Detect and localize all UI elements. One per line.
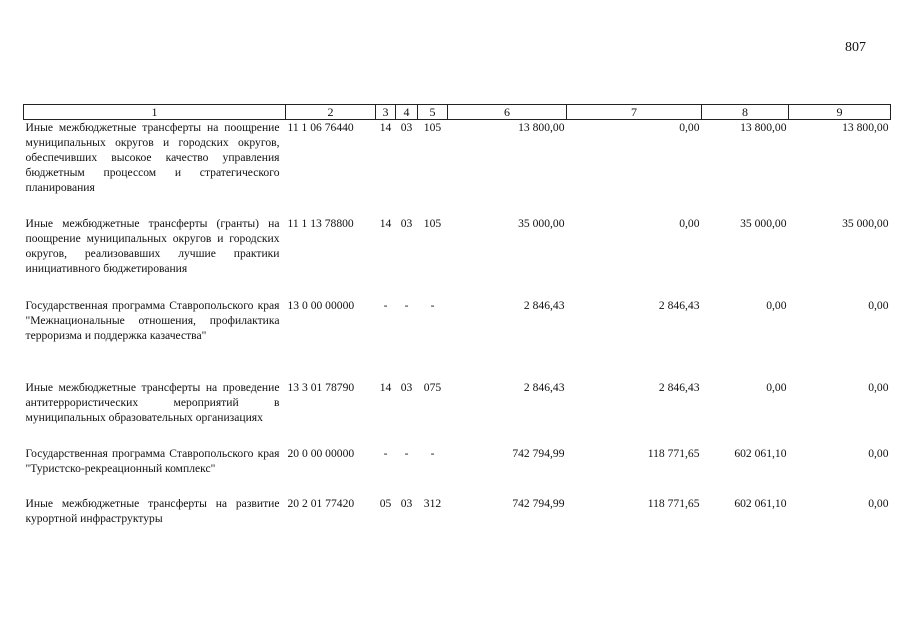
amount-col8: 35 000,00 <box>740 216 787 230</box>
amount-col7: 2 846,43 <box>658 380 700 394</box>
section-code: 14 <box>379 380 392 394</box>
amount-total: 35 000,00 <box>518 216 565 230</box>
subsection-code: 03 <box>400 380 413 394</box>
section-code: - <box>383 446 388 460</box>
expense-type-code: 105 <box>423 216 442 230</box>
column-header: 4 <box>396 105 418 120</box>
expense-name: Иные межбюджетные трансферты на поощрение муниципальных округов и городских округов, обеспечивших высокое качество управления бюджетным процессом и стратегического планирования <box>25 121 280 194</box>
target-code: 13 3 01 78790 <box>287 380 355 394</box>
amount-col7: 0,00 <box>679 216 700 230</box>
amount-col8: 0,00 <box>766 380 787 394</box>
amount-col7: 0,00 <box>679 121 700 134</box>
column-header: 6 <box>448 105 567 120</box>
page-number: 807 <box>845 40 866 55</box>
table-row <box>24 120 891 216</box>
column-header: 1 <box>24 105 286 120</box>
column-number-row <box>24 105 891 120</box>
amount-col8: 602 061,10 <box>734 496 787 510</box>
section-code: 14 <box>379 121 392 134</box>
amount-col9: 13 800,00 <box>842 121 889 134</box>
target-code: 20 2 01 77420 <box>287 496 355 510</box>
expense-type-code: - <box>430 298 435 312</box>
table-row <box>24 496 891 536</box>
expense-name: Государственная программа Ставропольского края "Туристско-рекреационный комплекс" <box>25 446 280 475</box>
budget-table <box>23 104 891 536</box>
table-row <box>24 446 891 496</box>
expense-type-code: 312 <box>423 496 442 510</box>
amount-col7: 2 846,43 <box>658 298 700 312</box>
amount-total: 742 794,99 <box>512 446 565 460</box>
column-header: 5 <box>418 105 448 120</box>
table-row <box>24 298 891 380</box>
amount-col9: 35 000,00 <box>842 216 889 230</box>
expense-name: Иные межбюджетные трансферты на проведение антитеррористических мероприятий в муниципальных образовательных организациях <box>25 380 280 424</box>
column-header: 2 <box>286 105 376 120</box>
amount-col9: 0,00 <box>868 380 889 394</box>
column-header: 7 <box>567 105 702 120</box>
amount-total: 13 800,00 <box>518 121 565 134</box>
expense-type-code: - <box>430 446 435 460</box>
amount-total: 2 846,43 <box>523 380 565 394</box>
amount-col7: 118 771,65 <box>647 446 700 460</box>
column-header: 9 <box>789 105 891 120</box>
subsection-code: 03 <box>400 496 413 510</box>
amount-col9: 0,00 <box>868 496 889 510</box>
amount-col8: 0,00 <box>766 298 787 312</box>
subsection-code: 03 <box>400 216 413 230</box>
table-row <box>24 380 891 446</box>
target-code: 20 0 00 00000 <box>287 446 355 460</box>
expense-name: Государственная программа Ставропольского края "Межнациональные отношения, профилактика терроризма и поддержка казачества" <box>25 298 280 342</box>
section-code: 14 <box>379 216 392 230</box>
subsection-code: - <box>404 446 409 460</box>
subsection-code: - <box>404 298 409 312</box>
amount-total: 2 846,43 <box>523 298 565 312</box>
column-header: 8 <box>702 105 789 120</box>
target-code: 11 1 06 76440 <box>287 121 354 134</box>
amount-total: 742 794,99 <box>512 496 565 510</box>
target-code: 13 0 00 00000 <box>287 298 355 312</box>
amount-col9: 0,00 <box>868 298 889 312</box>
amount-col9: 0,00 <box>868 446 889 460</box>
table-row <box>24 216 891 298</box>
amount-col8: 602 061,10 <box>734 446 787 460</box>
column-header: 3 <box>376 105 396 120</box>
expense-type-code: 105 <box>423 121 442 134</box>
amount-col8: 13 800,00 <box>740 121 787 134</box>
target-code: 11 1 13 78800 <box>287 216 354 230</box>
expense-type-code: 075 <box>423 380 442 394</box>
expense-name: Иные межбюджетные трансферты (гранты) на поощрение муниципальных округов и городских округов, реализовавших лучшие практики инициативного бюджетирования <box>25 216 280 275</box>
section-code: 05 <box>379 496 392 510</box>
amount-col7: 118 771,65 <box>647 496 700 510</box>
section-code: - <box>383 298 388 312</box>
expense-name: Иные межбюджетные трансферты на развитие курортной инфраструктуры <box>25 496 280 525</box>
subsection-code: 03 <box>400 121 413 134</box>
